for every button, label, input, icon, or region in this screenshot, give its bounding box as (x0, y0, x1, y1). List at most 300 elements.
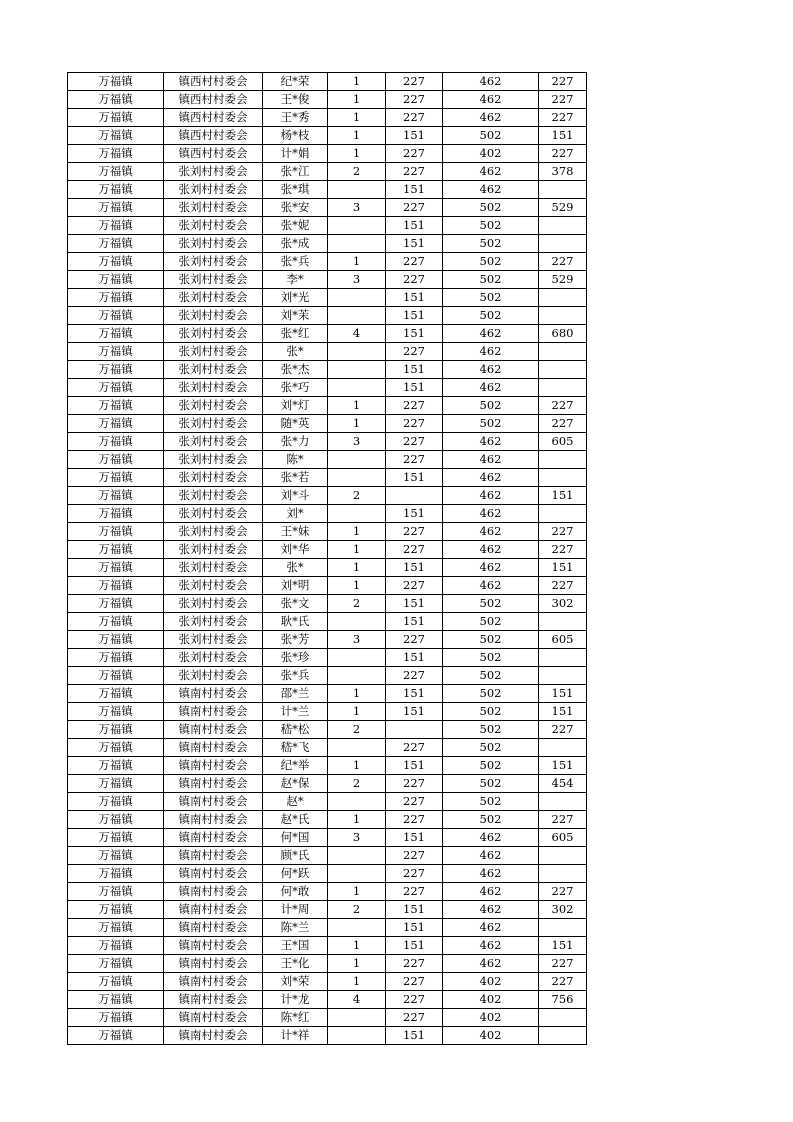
name-cell: 刘*灯 (263, 397, 328, 415)
count-cell: 2 (328, 487, 386, 505)
village-committee-cell: 张刘村村委会 (164, 343, 263, 361)
count-cell (328, 289, 386, 307)
subtotal-cell: 227 (539, 811, 587, 829)
subtotal-cell: 227 (539, 415, 587, 433)
table-row (68, 451, 587, 469)
amount-a-cell: 151 (386, 469, 443, 487)
village-committee-cell: 张刘村村委会 (164, 577, 263, 595)
town-cell: 万福镇 (68, 595, 164, 613)
village-committee-cell: 镇南村村委会 (164, 973, 263, 991)
name-cell: 张*兵 (263, 667, 328, 685)
count-cell: 1 (328, 685, 386, 703)
subtotal-cell: 227 (539, 955, 587, 973)
amount-a-cell: 151 (386, 685, 443, 703)
amount-b-cell: 462 (443, 523, 539, 541)
subtotal-cell: 227 (539, 577, 587, 595)
subtotal-cell (539, 1009, 587, 1027)
subtotal-cell: 302 (539, 901, 587, 919)
count-cell: 1 (328, 397, 386, 415)
count-cell: 4 (328, 991, 386, 1009)
town-cell: 万福镇 (68, 541, 164, 559)
name-cell: 张*兵 (263, 253, 328, 271)
subtotal-cell: 529 (539, 199, 587, 217)
village-committee-cell: 镇西村村委会 (164, 109, 263, 127)
amount-b-cell: 462 (443, 379, 539, 397)
table-row (68, 595, 587, 613)
village-committee-cell: 镇西村村委会 (164, 73, 263, 91)
table-row (68, 343, 587, 361)
village-committee-cell: 张刘村村委会 (164, 199, 263, 217)
count-cell: 1 (328, 415, 386, 433)
amount-a-cell: 227 (386, 739, 443, 757)
town-cell: 万福镇 (68, 361, 164, 379)
count-cell (328, 307, 386, 325)
subtotal-cell: 151 (539, 127, 587, 145)
amount-a-cell: 227 (386, 973, 443, 991)
count-cell: 1 (328, 937, 386, 955)
table-row (68, 937, 587, 955)
name-cell: 计*祥 (263, 1027, 328, 1045)
table-row (68, 775, 587, 793)
village-committee-cell: 镇南村村委会 (164, 865, 263, 883)
count-cell (328, 1027, 386, 1045)
name-cell: 张* (263, 343, 328, 361)
amount-a-cell: 227 (386, 775, 443, 793)
subtotal-cell: 227 (539, 973, 587, 991)
amount-a-cell: 227 (386, 667, 443, 685)
amount-a-cell: 151 (386, 649, 443, 667)
town-cell: 万福镇 (68, 829, 164, 847)
amount-a-cell: 227 (386, 1009, 443, 1027)
name-cell: 随*英 (263, 415, 328, 433)
amount-a-cell: 227 (386, 109, 443, 127)
village-committee-cell: 张刘村村委会 (164, 541, 263, 559)
village-committee-cell: 张刘村村委会 (164, 289, 263, 307)
subtotal-cell: 151 (539, 685, 587, 703)
table-row (68, 1009, 587, 1027)
amount-a-cell: 151 (386, 613, 443, 631)
town-cell: 万福镇 (68, 505, 164, 523)
town-cell: 万福镇 (68, 469, 164, 487)
village-committee-cell: 镇南村村委会 (164, 1027, 263, 1045)
table-row (68, 307, 587, 325)
village-committee-cell: 张刘村村委会 (164, 397, 263, 415)
amount-b-cell: 462 (443, 919, 539, 937)
amount-a-cell (386, 721, 443, 739)
town-cell: 万福镇 (68, 379, 164, 397)
village-committee-cell: 张刘村村委会 (164, 613, 263, 631)
table-row (68, 505, 587, 523)
town-cell: 万福镇 (68, 1027, 164, 1045)
amount-a-cell: 227 (386, 955, 443, 973)
village-committee-cell: 镇南村村委会 (164, 775, 263, 793)
town-cell: 万福镇 (68, 1009, 164, 1027)
table-row (68, 883, 587, 901)
name-cell: 陈* (263, 451, 328, 469)
amount-b-cell: 402 (443, 991, 539, 1009)
amount-b-cell: 462 (443, 109, 539, 127)
name-cell: 刘*明 (263, 577, 328, 595)
count-cell: 2 (328, 901, 386, 919)
count-cell: 4 (328, 325, 386, 343)
amount-b-cell: 462 (443, 451, 539, 469)
name-cell: 刘*斗 (263, 487, 328, 505)
amount-b-cell: 502 (443, 685, 539, 703)
name-cell: 陈*兰 (263, 919, 328, 937)
table-row (68, 127, 587, 145)
amount-a-cell: 227 (386, 631, 443, 649)
town-cell: 万福镇 (68, 667, 164, 685)
subtotal-cell: 227 (539, 253, 587, 271)
table-row (68, 433, 587, 451)
town-cell: 万福镇 (68, 289, 164, 307)
village-committee-cell: 镇南村村委会 (164, 919, 263, 937)
subtotal-cell: 605 (539, 631, 587, 649)
table-row (68, 199, 587, 217)
name-cell: 张*安 (263, 199, 328, 217)
table-row (68, 361, 587, 379)
amount-a-cell: 227 (386, 91, 443, 109)
subtotal-cell (539, 307, 587, 325)
amount-b-cell: 462 (443, 469, 539, 487)
amount-a-cell: 151 (386, 919, 443, 937)
table-row (68, 325, 587, 343)
town-cell: 万福镇 (68, 991, 164, 1009)
amount-a-cell: 151 (386, 757, 443, 775)
subtotal-cell (539, 235, 587, 253)
village-committee-cell: 镇西村村委会 (164, 127, 263, 145)
subtotal-cell (539, 793, 587, 811)
amount-a-cell: 151 (386, 235, 443, 253)
town-cell: 万福镇 (68, 235, 164, 253)
town-cell: 万福镇 (68, 955, 164, 973)
amount-a-cell: 151 (386, 325, 443, 343)
amount-b-cell: 462 (443, 181, 539, 199)
count-cell (328, 649, 386, 667)
name-cell: 赵*氏 (263, 811, 328, 829)
village-committee-cell: 张刘村村委会 (164, 235, 263, 253)
name-cell: 纪*举 (263, 757, 328, 775)
amount-a-cell: 227 (386, 199, 443, 217)
village-committee-cell: 张刘村村委会 (164, 217, 263, 235)
town-cell: 万福镇 (68, 919, 164, 937)
amount-a-cell: 227 (386, 433, 443, 451)
amount-a-cell: 151 (386, 1027, 443, 1045)
village-committee-cell: 镇南村村委会 (164, 685, 263, 703)
table-body (68, 73, 587, 1045)
amount-a-cell: 151 (386, 559, 443, 577)
town-cell: 万福镇 (68, 109, 164, 127)
amount-a-cell: 227 (386, 253, 443, 271)
count-cell: 3 (328, 271, 386, 289)
count-cell (328, 793, 386, 811)
village-committee-cell: 张刘村村委会 (164, 667, 263, 685)
amount-a-cell: 151 (386, 901, 443, 919)
amount-a-cell: 227 (386, 865, 443, 883)
amount-b-cell: 462 (443, 505, 539, 523)
amount-b-cell: 502 (443, 397, 539, 415)
name-cell: 张*若 (263, 469, 328, 487)
amount-a-cell: 151 (386, 379, 443, 397)
amount-a-cell: 151 (386, 361, 443, 379)
name-cell: 刘*光 (263, 289, 328, 307)
village-committee-cell: 张刘村村委会 (164, 361, 263, 379)
data-table (67, 72, 587, 1045)
amount-a-cell: 151 (386, 829, 443, 847)
amount-b-cell: 502 (443, 415, 539, 433)
name-cell: 张*杰 (263, 361, 328, 379)
amount-a-cell: 227 (386, 163, 443, 181)
village-committee-cell: 镇南村村委会 (164, 955, 263, 973)
amount-b-cell: 502 (443, 757, 539, 775)
amount-b-cell: 502 (443, 595, 539, 613)
table-row (68, 793, 587, 811)
table-row (68, 649, 587, 667)
subtotal-cell: 302 (539, 595, 587, 613)
subtotal-cell (539, 505, 587, 523)
village-committee-cell: 张刘村村委会 (164, 595, 263, 613)
count-cell: 3 (328, 631, 386, 649)
amount-a-cell: 227 (386, 343, 443, 361)
amount-a-cell: 227 (386, 541, 443, 559)
table-row (68, 901, 587, 919)
town-cell: 万福镇 (68, 649, 164, 667)
amount-a-cell: 227 (386, 145, 443, 163)
count-cell: 1 (328, 127, 386, 145)
table-row (68, 523, 587, 541)
amount-b-cell: 502 (443, 253, 539, 271)
subtotal-cell (539, 361, 587, 379)
amount-b-cell: 462 (443, 91, 539, 109)
count-cell: 2 (328, 721, 386, 739)
village-committee-cell: 镇南村村委会 (164, 1009, 263, 1027)
subtotal-cell: 680 (539, 325, 587, 343)
count-cell: 1 (328, 541, 386, 559)
village-committee-cell: 张刘村村委会 (164, 163, 263, 181)
name-cell: 耿*氏 (263, 613, 328, 631)
subtotal-cell: 454 (539, 775, 587, 793)
amount-b-cell: 462 (443, 325, 539, 343)
amount-b-cell: 502 (443, 631, 539, 649)
town-cell: 万福镇 (68, 199, 164, 217)
town-cell: 万福镇 (68, 145, 164, 163)
table-row (68, 235, 587, 253)
name-cell: 张*文 (263, 595, 328, 613)
name-cell: 何*跃 (263, 865, 328, 883)
count-cell: 2 (328, 775, 386, 793)
amount-a-cell: 151 (386, 217, 443, 235)
town-cell: 万福镇 (68, 757, 164, 775)
amount-a-cell: 151 (386, 937, 443, 955)
town-cell: 万福镇 (68, 73, 164, 91)
amount-b-cell: 402 (443, 1009, 539, 1027)
amount-b-cell: 462 (443, 883, 539, 901)
table-row (68, 217, 587, 235)
count-cell (328, 469, 386, 487)
table-row (68, 829, 587, 847)
amount-b-cell: 462 (443, 829, 539, 847)
subtotal-cell: 227 (539, 523, 587, 541)
town-cell: 万福镇 (68, 613, 164, 631)
name-cell: 王*妹 (263, 523, 328, 541)
count-cell (328, 181, 386, 199)
name-cell: 杨*枝 (263, 127, 328, 145)
town-cell: 万福镇 (68, 307, 164, 325)
count-cell (328, 739, 386, 757)
town-cell: 万福镇 (68, 847, 164, 865)
name-cell: 刘*茉 (263, 307, 328, 325)
count-cell: 2 (328, 163, 386, 181)
name-cell: 张*成 (263, 235, 328, 253)
table-row (68, 145, 587, 163)
town-cell: 万福镇 (68, 433, 164, 451)
count-cell (328, 1009, 386, 1027)
amount-a-cell: 227 (386, 451, 443, 469)
count-cell: 3 (328, 433, 386, 451)
town-cell: 万福镇 (68, 721, 164, 739)
amount-b-cell: 502 (443, 667, 539, 685)
village-committee-cell: 张刘村村委会 (164, 469, 263, 487)
amount-b-cell: 502 (443, 649, 539, 667)
table-row (68, 757, 587, 775)
name-cell: 陈*红 (263, 1009, 328, 1027)
amount-a-cell: 227 (386, 577, 443, 595)
amount-a-cell: 227 (386, 73, 443, 91)
amount-b-cell: 462 (443, 541, 539, 559)
amount-b-cell: 462 (443, 937, 539, 955)
table-row (68, 559, 587, 577)
subtotal-cell (539, 469, 587, 487)
name-cell: 邵*兰 (263, 685, 328, 703)
amount-b-cell: 462 (443, 343, 539, 361)
amount-b-cell: 462 (443, 577, 539, 595)
count-cell (328, 379, 386, 397)
count-cell: 1 (328, 703, 386, 721)
town-cell: 万福镇 (68, 415, 164, 433)
count-cell: 2 (328, 595, 386, 613)
count-cell (328, 613, 386, 631)
count-cell: 1 (328, 973, 386, 991)
town-cell: 万福镇 (68, 127, 164, 145)
village-committee-cell: 镇南村村委会 (164, 757, 263, 775)
table-row (68, 721, 587, 739)
count-cell: 1 (328, 523, 386, 541)
amount-b-cell: 502 (443, 127, 539, 145)
count-cell (328, 235, 386, 253)
amount-b-cell: 462 (443, 847, 539, 865)
amount-b-cell: 502 (443, 793, 539, 811)
table-row (68, 271, 587, 289)
name-cell: 王*秀 (263, 109, 328, 127)
subtotal-cell: 605 (539, 433, 587, 451)
town-cell: 万福镇 (68, 325, 164, 343)
count-cell (328, 343, 386, 361)
village-committee-cell: 镇南村村委会 (164, 937, 263, 955)
village-committee-cell: 张刘村村委会 (164, 253, 263, 271)
amount-b-cell: 462 (443, 865, 539, 883)
town-cell: 万福镇 (68, 217, 164, 235)
town-cell: 万福镇 (68, 775, 164, 793)
subtotal-cell: 227 (539, 145, 587, 163)
count-cell (328, 919, 386, 937)
town-cell: 万福镇 (68, 91, 164, 109)
subtotal-cell (539, 451, 587, 469)
name-cell: 顾*氏 (263, 847, 328, 865)
name-cell: 刘*华 (263, 541, 328, 559)
subtotal-cell (539, 379, 587, 397)
table-row (68, 739, 587, 757)
table-row (68, 487, 587, 505)
subtotal-cell: 378 (539, 163, 587, 181)
amount-a-cell: 151 (386, 307, 443, 325)
village-committee-cell: 张刘村村委会 (164, 271, 263, 289)
village-committee-cell: 镇南村村委会 (164, 739, 263, 757)
name-cell: 刘* (263, 505, 328, 523)
count-cell (328, 217, 386, 235)
name-cell: 王*国 (263, 937, 328, 955)
subtotal-cell: 151 (539, 757, 587, 775)
amount-a-cell: 151 (386, 289, 443, 307)
count-cell: 1 (328, 883, 386, 901)
amount-a-cell: 227 (386, 415, 443, 433)
town-cell: 万福镇 (68, 559, 164, 577)
table-row (68, 415, 587, 433)
subtotal-cell (539, 1027, 587, 1045)
name-cell: 王*俊 (263, 91, 328, 109)
count-cell: 1 (328, 73, 386, 91)
village-committee-cell: 镇南村村委会 (164, 883, 263, 901)
count-cell: 1 (328, 145, 386, 163)
table-row (68, 991, 587, 1009)
amount-b-cell: 402 (443, 1027, 539, 1045)
town-cell: 万福镇 (68, 973, 164, 991)
amount-b-cell: 462 (443, 487, 539, 505)
village-committee-cell: 镇南村村委会 (164, 991, 263, 1009)
count-cell: 1 (328, 253, 386, 271)
amount-b-cell: 502 (443, 217, 539, 235)
table-row (68, 973, 587, 991)
amount-a-cell: 227 (386, 271, 443, 289)
name-cell: 纪*荣 (263, 73, 328, 91)
name-cell: 李* (263, 271, 328, 289)
village-committee-cell: 张刘村村委会 (164, 649, 263, 667)
table-row (68, 847, 587, 865)
table-row (68, 181, 587, 199)
subtotal-cell: 151 (539, 937, 587, 955)
table-row (68, 811, 587, 829)
name-cell: 张*红 (263, 325, 328, 343)
subtotal-cell: 227 (539, 397, 587, 415)
subtotal-cell (539, 919, 587, 937)
count-cell: 1 (328, 955, 386, 973)
amount-a-cell: 227 (386, 883, 443, 901)
subtotal-cell: 227 (539, 541, 587, 559)
name-cell: 嵇*松 (263, 721, 328, 739)
amount-a-cell: 151 (386, 505, 443, 523)
amount-b-cell: 502 (443, 307, 539, 325)
name-cell: 刘*荣 (263, 973, 328, 991)
table-row (68, 163, 587, 181)
amount-b-cell: 462 (443, 955, 539, 973)
table-row (68, 667, 587, 685)
amount-a-cell: 227 (386, 793, 443, 811)
table-row (68, 541, 587, 559)
amount-a-cell: 151 (386, 703, 443, 721)
village-committee-cell: 张刘村村委会 (164, 505, 263, 523)
count-cell (328, 847, 386, 865)
town-cell: 万福镇 (68, 685, 164, 703)
amount-a-cell (386, 487, 443, 505)
